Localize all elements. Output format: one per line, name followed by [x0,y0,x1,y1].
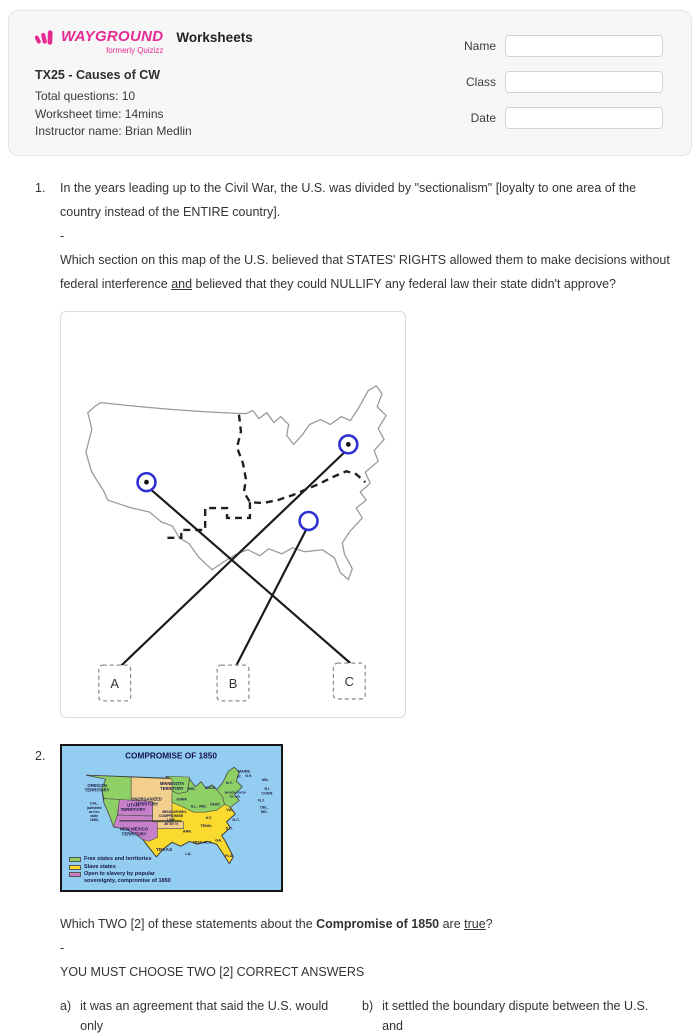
map-label: FLA. [225,852,234,858]
question-1-dash: - [60,229,65,243]
map-label: ILL. [190,803,198,809]
map-label: TERRITORY [121,831,147,837]
brand-row [35,29,253,55]
question-2 [35,744,675,1036]
worksheet-body [0,156,700,1036]
map-label: LINE [167,817,176,822]
answer-options [60,996,675,1036]
map-label: COMPROMISE [158,814,184,819]
question-1-paragraph-1: In the years leading up to the Civil War, the U.S. was divided by "sectionalism" [loyalty to one area of the country instead of the ENTIRE country]. [60,181,637,219]
map-label: TERRITORY [120,807,146,813]
map-label: as free [88,810,100,815]
us-outline [86,386,386,580]
option-b-text: it settled the boundary dispute between the U.S. and [382,999,649,1033]
map-label: VA. [226,807,233,813]
answer-box-label-B: B [228,675,238,691]
map-label: MAINE [238,769,250,774]
instructor-name: Instructor name: Brian Medlin [35,124,192,138]
map-label: NEW MEXICO [119,826,149,832]
map-label: MISSOURI [162,810,180,815]
map-label: state [90,814,99,819]
wayground-logo-icon [35,29,57,52]
question-1-number: 1. [35,181,46,195]
wayground-logo [35,29,163,55]
brand-tagline: formerly Quizizz [106,46,164,55]
map-label: TERRITORY [135,801,159,807]
map-label: UNORGANIZED [131,796,162,802]
legend-label: Free states and territories [84,856,152,862]
map-label: TERRITORY [160,785,184,791]
name-label: Name [463,39,496,53]
map-label: ARK. [182,828,193,834]
legend-swatch [69,857,81,862]
map-legend [69,856,177,885]
map-label: MINNESOTA [159,780,185,786]
map-label: WIS. [187,785,196,791]
option-a [60,996,362,1036]
question-2-instruction: YOU MUST CHOOSE TWO [2] CORRECT ANSWERS [60,965,365,979]
map-label: LA. [185,850,192,856]
worksheet-header [8,10,692,156]
map-label: OHIO [209,801,220,807]
map-label: TENN. [200,822,212,828]
map-label: 1850) [89,817,99,822]
map-label: MO. [179,809,188,815]
map-label: N.J. [258,798,265,803]
name-input[interactable] [505,35,663,57]
legend-item [69,871,177,884]
map-label: DEL. [260,805,269,810]
map-label: IND. [199,803,207,809]
date-input[interactable] [505,107,663,129]
map-label: GA. [215,837,223,843]
us-sections-map-image [60,311,406,718]
legend-label: Open to slavery by popular sovereignty, compromise of 1850 [84,871,171,884]
legend-swatch [69,865,81,870]
map-label: MASON-DIXON [224,790,246,795]
map-label: 36°30' N [164,821,178,826]
worksheet-time: Worksheet time: 14mins [35,106,164,121]
map-label: ALA. [203,839,213,845]
map-label: VT. [236,775,242,780]
map-label: MD. [261,810,268,815]
legend-swatch [69,872,81,877]
map-label: TEXAS [156,848,173,854]
map-label: CONN. [261,791,274,796]
map-label: IOWA [176,796,187,802]
map-label: TERRITORY [84,787,110,793]
map-marker-dot-northeast [346,442,351,447]
map-label: UTAH [127,802,139,808]
date-label: Date [470,111,496,125]
question-2-prompt: Which TWO [2] of these statements about the Compromise of 1850 are true? [60,917,493,931]
legend-label: Slave states [84,863,116,870]
map-label: CAL. [89,800,99,806]
question-2-dash: - [60,941,65,955]
map-label: R.I. [264,786,271,791]
option-a-letter: a) [60,999,72,1013]
name-field-row [464,35,663,57]
map-title: COMPROMISE OF 1850 [125,751,217,761]
answer-box-label-A: A [110,675,119,691]
legend-item [69,864,177,871]
map-label: N.C. [232,816,241,822]
product-name: Worksheets [176,30,253,45]
header-left [35,29,253,141]
map-label: (admitted [86,806,102,811]
class-input[interactable] [505,71,663,93]
map-label: OREGON [87,782,107,788]
date-field-row [464,107,663,129]
class-field-row [464,71,663,93]
map-label: PA.-MD. [229,794,241,799]
student-fields [464,29,663,141]
map-label: S.C. [225,825,234,831]
answer-box-label-C: C [344,674,354,690]
map-label: MICH. [205,784,217,790]
map-label: MA. [262,778,269,783]
map-marker-circle-southeast [300,512,318,530]
option-a-text: it was an agreement that said the U.S. would only [80,999,329,1033]
class-label: Class [465,75,496,89]
map-label: MISS. [192,839,204,845]
question-1 [35,176,675,718]
option-b [362,996,675,1036]
option-b-letter: b) [362,999,374,1013]
section-divider-line [237,415,365,503]
worksheet-title: TX25 - Causes of CW [35,68,161,82]
brand-name: WAYGROUND [61,28,164,45]
compromise-1850-map-image [60,744,283,892]
legend-item [69,856,177,863]
question-2-number: 2. [35,749,46,763]
map-label: KY. [205,814,212,820]
total-questions: Total questions: 10 [35,89,136,103]
map-label: N.Y. [225,779,233,785]
map-label: N.H. [245,774,253,779]
question-1-paragraph-2: Which section on this map of the U.S. believed that STATES' RIGHTS allowed them to make decisions without federal interference and believed that they could NULLIFY any federal law their state didn't approve? [60,253,670,291]
map-marker-dot-west [144,480,149,485]
